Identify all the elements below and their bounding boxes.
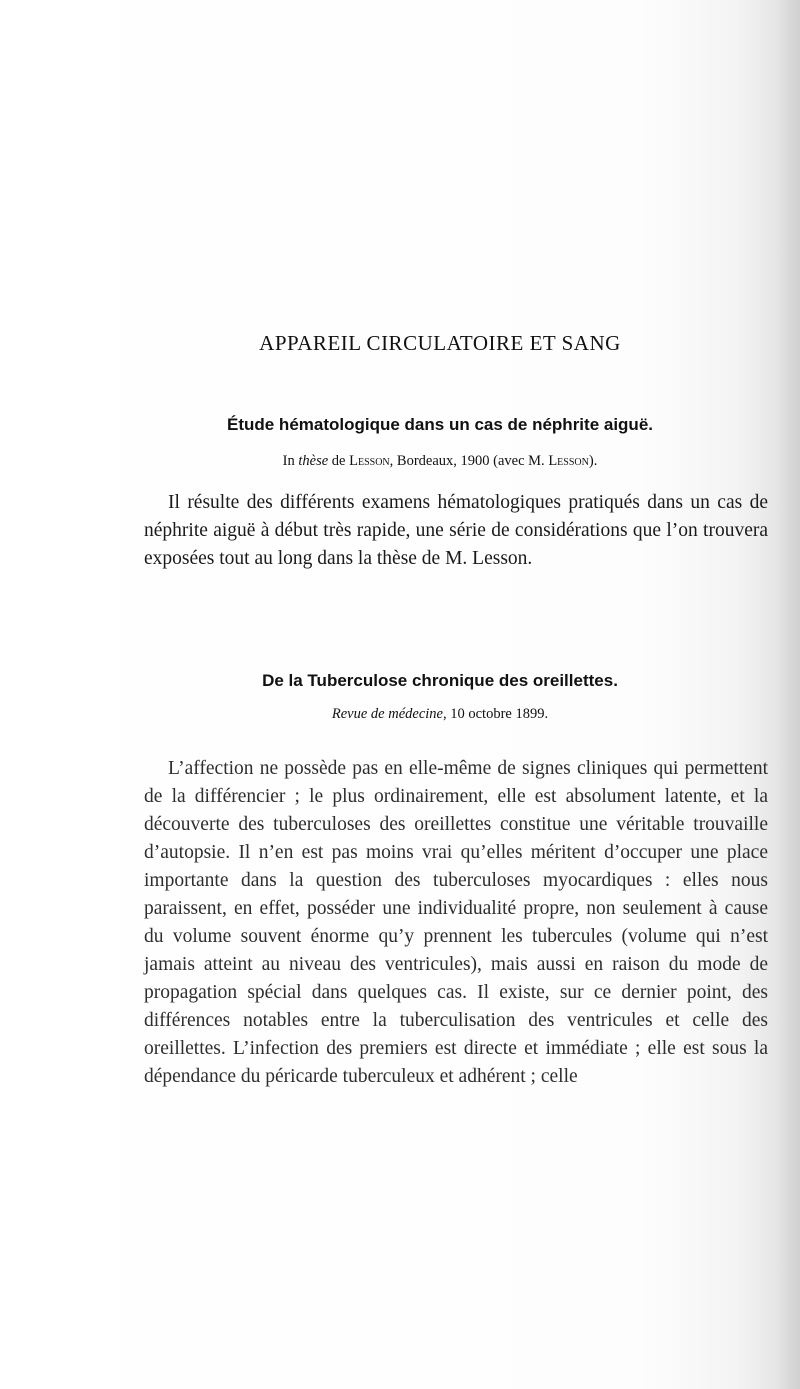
- source-close: ).: [588, 453, 598, 469]
- source-place-date: , Bordeaux, 1900 (avec M.: [389, 453, 545, 469]
- source-journal: Revue de médecine: [331, 706, 443, 722]
- source-coauthor: Lesson: [548, 453, 589, 469]
- source-date: , 10 octobre 1899.: [442, 706, 549, 722]
- article-source-1: [0, 453, 800, 470]
- section-title: APPAREIL CIRCULATOIRE ET SANG: [259, 331, 621, 355]
- article-title-1: Étude hématologique dans un cas de néphrite aiguë.: [226, 415, 653, 434]
- source-prefix: In: [282, 453, 295, 469]
- article-text-2: L’affection ne possède pas en elle-même de signes cliniques qui permettent de la différencier ; le plus ordinairement, elle est absolument latente, et la découverte des tuberculoses des oreillettes constitue une véritable trouvaille d’autopsie. Il n’en est pas moins vrai qu’elles méritent d’occuper une place importante dans la question des tuberculoses myocardiques : elles nous paraissent, en effet, posséder une individualité propre, non seulement à cause du volume souvent énorme qu’y prennent les tubercules (volume qui n’est jamais atteint au niveau des ventricules), mais aussi en raison du mode de propagation spécial dans quelques cas. Il existe, sur ce dernier point, des différences notables entre la tuberculisation des ventricules et celle des oreillettes. L’infection des premiers est directe et immédiate ; elle est sous la dépendance du péricarde tuberculeux et adhérent ; celle: [144, 758, 768, 1087]
- article-title-2: De la Tuberculose chronique des oreillettes.: [262, 671, 618, 690]
- source-de: de: [331, 453, 346, 469]
- article-source-2: [0, 706, 800, 723]
- article-text-1: Il résulte des différents examens hématologiques pratiqués dans un cas de néphrite aiguë à début très rapide, une série de considérations que l’on trouvera exposées tout au long dans la thèse de M. Lesson.: [144, 492, 768, 569]
- source-work: thèse: [298, 453, 329, 469]
- source-author: Lesson: [349, 453, 390, 469]
